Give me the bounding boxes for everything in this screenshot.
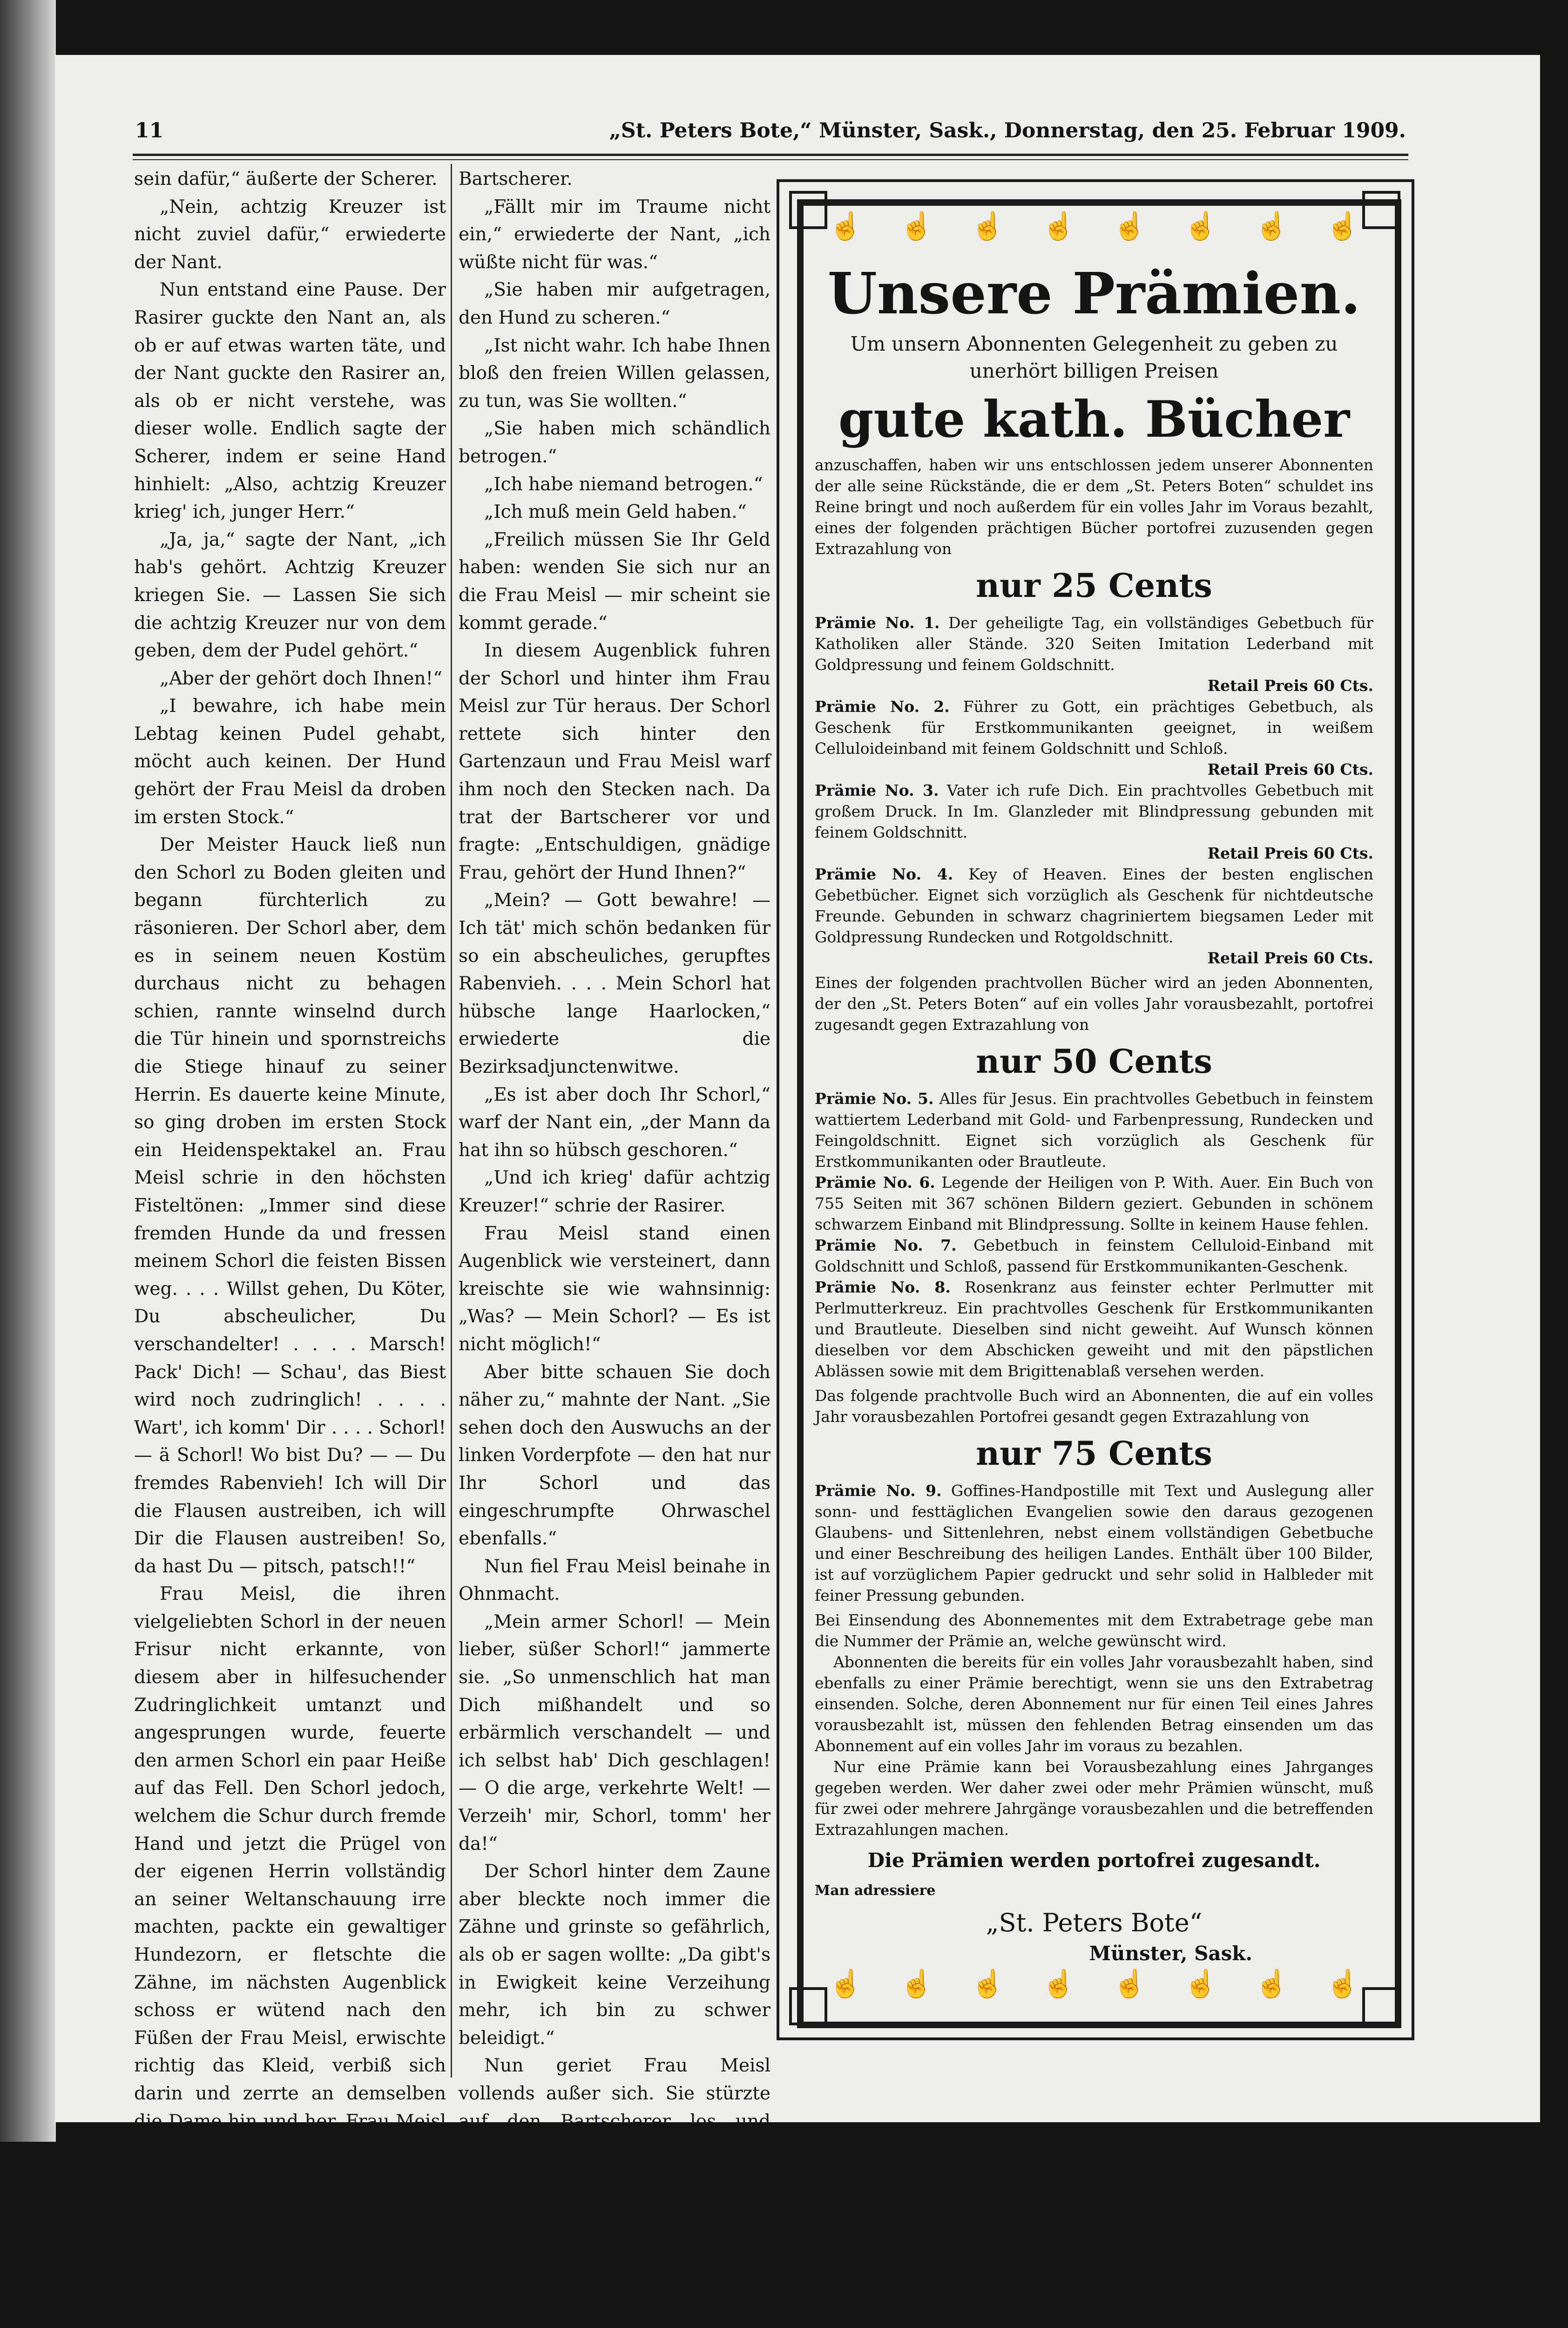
premium-description: Führer zu Gott, ein prächtiges Gebetbuch, als Geschenk für Erstkommunikanten geeignet, in weißem Celluloideinband mit feinem Goldschnitt und Schloß. — [815, 697, 1374, 758]
story-paragraph: „Fällt mir im Traume nicht ein,“ erwiederte der Nant, „ich wüßte nicht für was.“ — [459, 196, 770, 273]
retail-price: Retail Preis 60 Cts. — [1207, 844, 1373, 862]
premium-number: Prämie No. 9. — [815, 1482, 942, 1500]
address-city: Münster, Sask. — [1089, 1942, 1252, 1965]
premium-item — [815, 612, 1373, 696]
premium-list-25 — [815, 612, 1373, 968]
price-75-cents: nur 75 Cents — [976, 1434, 1212, 1473]
closing-paragraph: Nur eine Prämie kann bei Vorausbezahlung eines Jahrganges gegeben werden. Wer daher zwei oder mehr Prämien wünscht, muß für zwei oder mehrere Jahrgänge vorausbezahlen und die betreffenden Extrazahlungen machen. — [815, 1758, 1373, 1839]
column-divider — [451, 164, 452, 2078]
story-paragraph: Nun fiel Frau Meisl beinahe in Ohnmacht. — [459, 1556, 770, 1605]
page-header — [135, 119, 1406, 151]
address-name: „St. Peters Bote“ — [986, 1908, 1203, 1937]
pointing-hand-icon: ☝ — [971, 210, 1005, 242]
premium-item — [815, 1172, 1373, 1235]
story-paragraph: Nun entstand eine Pause. Der Rasirer guckte den Nant an, als ob er auf etwas warten täte, und der Nant guckte den Rasirer an, als ob er nicht verstehe, was dieser wolle. Endlich sagte der Scherer, indem er seine Hand hinhielt: „Also, achtzig Kreuzer krieg' ich, junger Herr.“ — [134, 279, 446, 523]
retail-price: Retail Preis 60 Cts. — [1207, 949, 1373, 967]
frame-corner-ornament — [1362, 1987, 1400, 2025]
ad-offer-75-text: Das folgende prachtvolle Buch wird an Abonnenten, die auf ein volles Jahr vorausbezahlen Portofrei gesandt gegen Extrazahlung von — [815, 1387, 1373, 1426]
pointing-hand-icon: ☝ — [971, 1968, 1005, 1999]
premium-item — [815, 1277, 1373, 1381]
pointing-hand-icon: ☝ — [1041, 1968, 1075, 1999]
header-rule-thin — [133, 159, 1408, 160]
closing-paragraph: Bei Einsendung des Abonnementes mit dem Extrabetrage gebe man die Nummer der Prämie an, welche gewünscht wird. — [815, 1611, 1373, 1650]
pointing-hand-icon: ☝ — [1325, 1968, 1359, 1999]
frame-corner-ornament — [1362, 191, 1400, 229]
pointing-hand-icon: ☝ — [1325, 210, 1359, 242]
story-paragraph: „Ich muß mein Geld haben.“ — [484, 501, 747, 523]
pointing-hands-row-bottom — [829, 1967, 1359, 2000]
premium-number: Prämie No. 7. — [815, 1236, 957, 1254]
pointing-hand-icon: ☝ — [1255, 1968, 1289, 1999]
story-paragraph: „Sie haben mir aufgetragen, den Hund zu scheren.“ — [459, 279, 770, 328]
pointing-hands-row-top — [829, 210, 1359, 242]
premium-number: Prämie No. 5. — [815, 1090, 934, 1108]
premium-item — [815, 696, 1373, 780]
frame-corner-ornament — [789, 191, 827, 229]
story-paragraph: „Mein? — Gott bewahre! — Ich tät' mich schön bedanken für so ein abscheuliches, gerupftes Rabenvieh. . . . Mein Schorl hat hübsche lange Haarlocken,“ erwiederte die Bezirksadjunctenwitwe. — [459, 890, 770, 1077]
retail-price: Retail Preis 60 Cts. — [1207, 760, 1373, 778]
story-paragraph: sein dafür,“ äußerte der Scherer. — [134, 169, 438, 189]
story-paragraph: Der Schorl hinter dem Zaune aber bleckte noch immer die Zähne und grinste so gefährlich, als ob er sagen wollte: „Da gibt's in Ewigkeit keine Verzeihung mehr, ich bin zu schwer beleidigt.“ — [459, 1861, 770, 2049]
story-paragraph: Frau Meisl, die ihren vielgeliebten Schorl in der neuen Frisur nicht erkannte, von diesem aber in hilfesuchender Zudringlichkeit umtanzt und angesprungen wurde, feuerte den armen Schorl ein paar Heiße auf das Fell. Den Schorl jedoch, welchem die Schur durch fremde Hand und jetzt die Prügel von der eigenen Herrin vollständig an seiner Weltanschauung irre machten, packte ein gewaltiger Hundezorn, er fletschte die Zähne, im nächsten Augenblick schoss er wütend nach den Füßen der Frau Meisl, erwischte richtig das Kleid, verbiß sich darin und zerrte an demselben die Dame hin und her. Frau Meisl kreischte laut auf, dann ergriff sie einen Stock und schlug unbarmherzig auf den Schorl ein. Der Schorl mußte endlich erkennen, daß er der Schwächere sei und lief heulend die Stiege hinunter. Frau Meisl — [134, 1584, 446, 2326]
story-paragraph: Nun geriet Frau Meisl vollends außer sich. Sie stürzte auf den Bartscherer los und geiferte: „Sie Lump, Sie Fallott, Sie Dahergelaufener! — Sie haben meinen lieben Schorl so miserabel zugerichtet, daß ich ihn nicht mehr kenne — — ich kratz' Ihnen die Augen aus!“ — [459, 2055, 770, 2299]
story-paragraph: „Freilich müssen Sie Ihr Geld haben: wenden Sie sich nur an die Frau Meisl — mir scheint sie kommt gerade.“ — [459, 529, 770, 634]
story-paragraph: „Ja, ja,“ sagte der Nant, „ich hab's gehört. Achtzig Kreuzer kriegen Sie. — Lassen Sie sich die achtzig Kreuzer nur von dem geben, dem der Pudel gehört.“ — [134, 529, 446, 662]
story-paragraph: In diesem Augenblick fuhren der Schorl und hinter ihm Frau Meisl zur Tür heraus. Der Schorl rettete sich hinter den Gartenzaun und Frau Meisl warf ihm noch den Stecken nach. Da trat der Bartscherer vor und fragte: „Entschuldigen, gnädige Frau, gehört der Hund Ihnen?“ — [459, 640, 770, 883]
masthead-line: „St. Peters Bote,“ Münster, Sask., Donnerstag, den 25. Februar 1909. — [609, 119, 1406, 142]
story-paragraph: Der Meister Hauck ließ nun den Schorl zu Boden gleiten und begann fürchterlich zu räsonieren. Der Schorl aber, dem es in seinem neuen Kostüm durchaus nicht zu behagen schien, rannte winselnd durch die Tür hinein und spornstreichs die Stiege hinauf zu seiner Herrin. Es dauerte keine Minute, so ging droben im ersten Stock ein Heidenspektakel an. Frau Meisl schrie in den höchsten Fisteltönen: „Immer sind diese fremden Hunde da und fressen meinem Schorl die feisten Bissen weg. . . . Willst gehen, Du Köter, Du abscheulicher, Du verschandelter! . . . . Marsch! Pack' Dich! — Schau', das Biest wird noch zudringlich! . . . . Wart', ich komm' Dir . . . . Schorl! — ä Schorl! Wo bist Du? — — Du fremdes Rabenvieh! Ich will Dir die Flausen austreiben, ich will Dir die Flausen austreiben! So, da hast Du — pitsch, patsch!!“ — [134, 834, 446, 1577]
premium-ad — [815, 251, 1373, 1968]
premium-description: Legende der Heiligen von P. With. Auer. Ein Buch von 755 Seiten mit 367 schönen Bildern geziert. Gebunden in schönem schwarzem Einband mit Blindpressung. Sollte in keinem Hause fehlen. — [815, 1173, 1373, 1233]
story-paragraph: Frau Meisl stand einen Augenblick wie versteinert, dann kreischte sie wie wahnsinnig: „Was? — Mein Schorl? — Es ist nicht möglich!“ — [459, 1223, 770, 1355]
price-50-cents: nur 50 Cents — [976, 1042, 1212, 1081]
pointing-hand-icon: ☝ — [1113, 210, 1147, 242]
premium-item — [815, 1480, 1373, 1606]
ad-closing-notes — [815, 1610, 1373, 1840]
premium-number: Prämie No. 3. — [815, 781, 939, 799]
retail-price: Retail Preis 60 Cts. — [1207, 677, 1373, 695]
pointing-hand-icon: ☝ — [829, 210, 863, 242]
ad-offer-text: anzuschaffen, haben wir uns entschlossen jedem unserer Abonnenten der alle seine Rückstände, die er dem „St. Peters Boten“ schuldet ins Reine bringt und noch außerdem für ein volles Jahr im Voraus bezahlt, eines der folgenden prächtigen Bücher portofrei zuzusenden gegen Extrazahlung von — [815, 456, 1373, 558]
premium-description: Alles für Jesus. Ein prachtvolles Gebetbuch in feinstem wattiertem Lederband mit Gold- und Farbenpressung, Rundecken und Feingoldschnitt. Eignet sich vorzüglich als Geschenk für Erstkommunikanten oder Brautleute. — [815, 1090, 1374, 1171]
pointing-hand-icon: ☝ — [1183, 1968, 1217, 1999]
premium-number: Prämie No. 6. — [815, 1173, 935, 1191]
story-paragraph: „Der Hund ist nunmehr viel — [484, 2305, 770, 2326]
frame-corner-ornament — [789, 1987, 827, 2025]
pointing-hand-icon: ☝ — [1041, 210, 1075, 242]
page-number: 11 — [135, 119, 164, 142]
story-paragraph: „Und ich krieg' dafür achtzig Kreuzer!“ schrie der Rasirer. — [459, 1167, 770, 1216]
pointing-hand-icon: ☝ — [1183, 210, 1217, 242]
header-rule — [133, 154, 1408, 156]
story-paragraph: „Ist nicht wahr. Ich habe Ihnen bloß den freien Willen gelassen, zu tun, was Sie wollten.“ — [459, 335, 770, 412]
ad-books-headline: gute kath. Bücher — [838, 390, 1350, 449]
ad-postage-free-line: Die Prämien werden portofrei zugesandt. — [867, 1849, 1321, 1872]
premium-number: Prämie No. 2. — [815, 697, 950, 716]
story-paragraph: „Es ist aber doch Ihr Schorl,“ warf der Nant ein, „der Mann da hat ihn so hübsch geschoren.“ — [459, 1084, 770, 1161]
premium-item — [815, 1088, 1373, 1172]
story-paragraph: Bartscherer. — [459, 169, 573, 189]
premium-description: Der geheiligte Tag, ein vollständiges Gebetbuch für Katholiken aller Stände. 320 Seiten Imitation Lederband mit Goldpressung und feinem Goldschnitt. — [815, 614, 1373, 674]
pointing-hand-icon: ☝ — [899, 1968, 933, 1999]
page-binding-edge — [0, 0, 56, 2142]
story-paragraph: „Aber der gehört doch Ihnen!“ — [160, 668, 443, 689]
premium-item — [815, 780, 1373, 864]
pointing-hand-icon: ☝ — [1255, 210, 1289, 242]
premium-number: Prämie No. 8. — [815, 1278, 951, 1296]
ad-intro: Um unsern Abonnenten Gelegenheit zu geben zu unerhört billigen Preisen — [850, 332, 1338, 382]
pointing-hand-icon: ☝ — [829, 1968, 863, 1999]
story-paragraph: „Nein, achtzig Kreuzer ist nicht zuviel dafür,“ erwiederte der Nant. — [134, 196, 446, 273]
premium-list-75 — [815, 1480, 1373, 1606]
price-25-cents: nur 25 Cents — [976, 566, 1212, 605]
premium-list-50 — [815, 1088, 1373, 1381]
premium-number: Prämie No. 1. — [815, 614, 940, 632]
premium-item — [815, 864, 1373, 968]
story-column-1 — [134, 165, 446, 2326]
story-paragraph: „Mein armer Schorl! — Mein lieber, süßer Schorl!“ jammerte sie. „So unmenschlich hat man Dich mißhandelt und so erbärmlich verschandelt — und ich selbst hab' Dich geschlagen! — O die arge, verkehrte Welt! — Verzeih' mir, Schorl, tomm' her da!“ — [459, 1611, 770, 1854]
premium-description: Rosenkranz aus feinster echter Perlmutter mit Perlmutterkreuz. Ein prachtvolles Geschenk für Erstkommunikanten und Brautleute. Dieselben sind nicht geweiht. Auf Wunsch können dieselben vor dem Abschicken geweiht und mit den päpstlichen Ablässen sowie mit dem Brigittenablaß versehen werden. — [815, 1278, 1373, 1380]
ad-title: Unsere Prämien. — [827, 260, 1361, 327]
pointing-hand-icon: ☝ — [1113, 1968, 1147, 1999]
premium-description: Goffines-Handpostille mit Text und Auslegung aller sonn- und festtäglichen Evangelien sowie den daraus gezogenen Glaubens- und Sittenlehren, nebst einem vollständigen Gebetbuche und einer Beschreibung des heiligen Landes. Enthält über 100 Bilder, ist auf vorzüglichem Papier gedruckt und sehr solid in Halbleder mit feiner Pressung gebunden. — [815, 1482, 1373, 1604]
ad-offer-50-text: Eines der folgenden prachtvollen Bücher wird an jeden Abonnenten, der den „St. Peters Boten“ auf ein volles Jahr vorausbezahlt, portofrei zugesandt gegen Extrazahlung von — [815, 974, 1373, 1034]
address-label: Man adressiere — [815, 1882, 936, 1899]
story-paragraph: „Ich habe niemand betrogen.“ — [484, 474, 763, 495]
premium-item — [815, 1235, 1373, 1277]
premium-number: Prämie No. 4. — [815, 865, 953, 883]
pointing-hand-icon: ☝ — [899, 210, 933, 242]
premium-description: Gebetbuch in feinstem Celluloid-Einband mit Goldschnitt und Schloß, passend für Erstkommunikanten-Geschenk. — [815, 1236, 1374, 1275]
premium-description: Key of Heaven. Eines der besten englischen Gebetbücher. Eignet sich vorzüglich als Geschenk für nichtdeutsche Freunde. Gebunden in schwarz chagriniertem biegsamen Leder mit Goldpressung Rundecken und Rotgoldschnitt. — [815, 865, 1374, 946]
premium-description: Vater ich rufe Dich. Ein prachtvolles Gebetbuch mit großem Druck. In Im. Glanzleder mit Blindpressung gebunden mit feinem Goldschnitt. — [815, 781, 1373, 841]
story-paragraph: „Sie haben mich schändlich betrogen.“ — [459, 418, 770, 467]
story-column-2 — [459, 165, 770, 2326]
story-paragraph: „I bewahre, ich habe mein Lebtag keinen Pudel gehabt, möcht auch keinen. Der Hund gehört der Frau Meisl da droben im ersten Stock.“ — [134, 696, 446, 828]
closing-paragraph: Abonnenten die bereits für ein volles Jahr vorausbezahlt haben, sind ebenfalls zu einer Prämie berechtigt, wenn sie uns den Extrabetrag einsenden. Solche, deren Abonnement nur für einen Teil eines Jahres vorausbezahlt ist, müssen den fehlenden Betrag einsenden um das Abonnement auf ein volles Jahr im voraus zu bezahlen. — [815, 1653, 1373, 1755]
story-paragraph: Aber bitte schauen Sie doch näher zu,“ mahnte der Nant. „Sie sehen doch den Auswuchs an der linken Vorderpfote — den hat nur Ihr Schorl und das eingeschrumpfte Ohrwaschel ebenfalls.“ — [459, 1361, 770, 1550]
